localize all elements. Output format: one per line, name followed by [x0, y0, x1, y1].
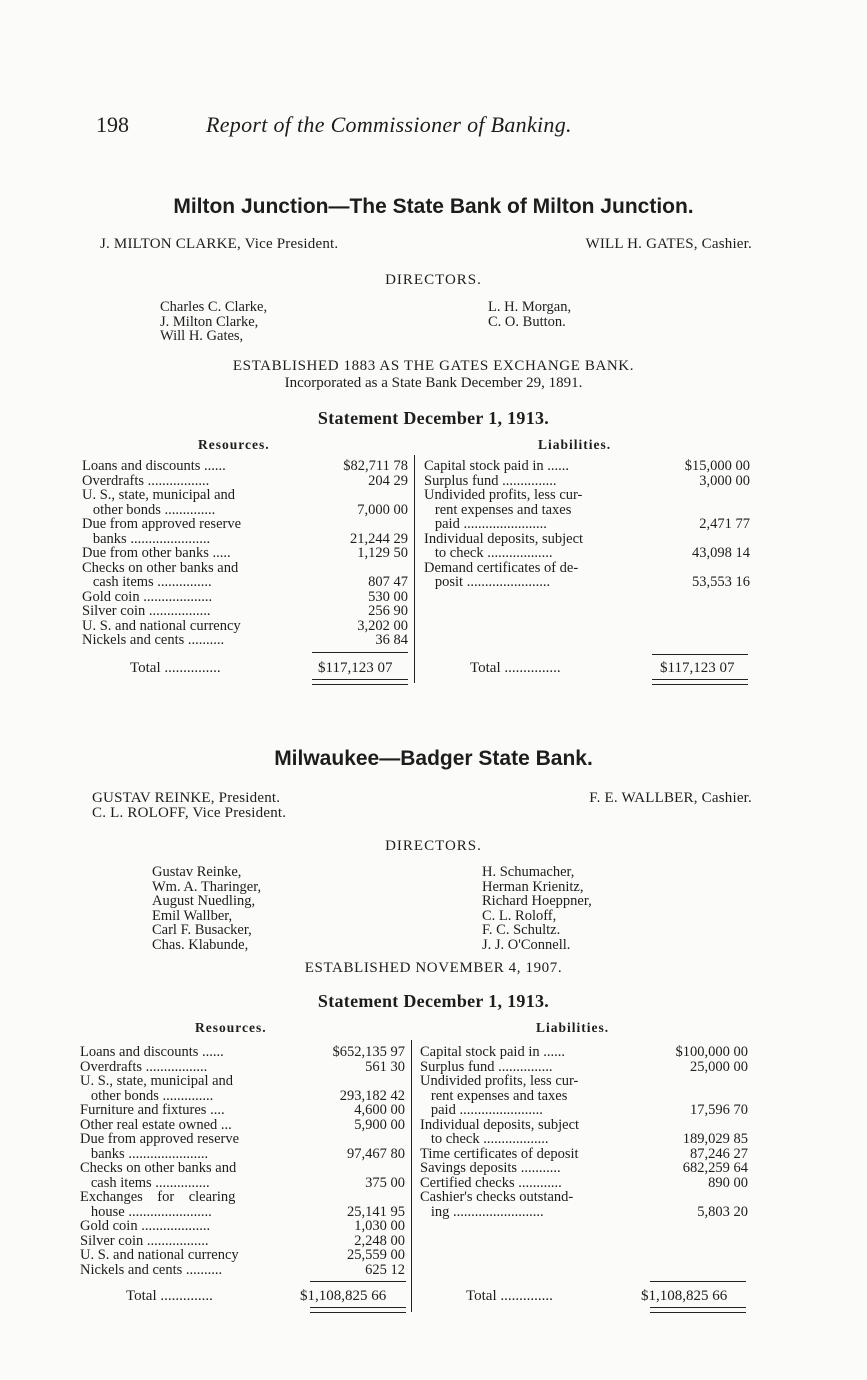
ledger-row	[80, 1147, 405, 1162]
ledger-row-amount: 625 12	[365, 1261, 405, 1278]
ledger-row-label: Cashier's checks outstand-	[420, 1189, 574, 1205]
ledger-row-label: Checks on other banks and	[82, 559, 239, 576]
ledger-row	[80, 1060, 405, 1075]
resources-table	[82, 459, 408, 648]
ledger-row-label: Due from other banks .....	[82, 545, 231, 561]
director-name: H. Schumacher,	[482, 864, 575, 880]
ledger-row	[82, 503, 408, 518]
ledger-row-label: Overdrafts .................	[80, 1058, 208, 1075]
ledger-row	[420, 1103, 748, 1118]
ledger-row	[420, 1089, 748, 1104]
resources-table	[80, 1045, 405, 1277]
ledger-row	[80, 1219, 405, 1234]
director-name: C. O. Button.	[488, 313, 566, 330]
total-liabilities-label: Total ...............	[470, 660, 561, 676]
bank-title-milton-junction: Milton Junction—The State Bank of Milton Junction.	[173, 195, 694, 218]
director-name: J. J. O'Connell.	[482, 936, 571, 953]
ledger-row-label: Silver coin .................	[82, 603, 211, 619]
double-rule	[650, 1307, 746, 1313]
ledger-row-amount: 256 90	[368, 603, 408, 619]
ledger-row-label: ing .........................	[420, 1203, 544, 1220]
ledger-row	[82, 459, 408, 474]
ledger-row	[80, 1190, 405, 1205]
total-liabilities-amount: $117,123 07	[660, 660, 735, 676]
double-rule	[312, 679, 408, 685]
ledger-row	[82, 633, 408, 648]
ledger-row	[80, 1234, 405, 1249]
ledger-row-amount: 1,129 50	[357, 545, 408, 561]
ledger-row-label: Exchanges for clearing	[80, 1189, 236, 1205]
officer-vice-president: J. MILTON CLARKE, Vice President.	[100, 236, 339, 252]
ledger-row-label: Undivided profits, less cur-	[424, 487, 583, 503]
ledger-row-label: Furniture and fixtures ....	[80, 1102, 225, 1118]
total-resources-amount: $117,123 07	[318, 660, 393, 676]
ledger-row	[424, 488, 750, 503]
ledger-row	[82, 575, 408, 590]
running-title: Report of the Commissioner of Banking.	[206, 112, 572, 137]
ledger-row	[420, 1060, 748, 1075]
ledger-row	[80, 1132, 405, 1147]
ledger-row-label: other bonds ..............	[82, 501, 216, 518]
total-liabilities-label: Total ..............	[466, 1288, 553, 1304]
director-name: Gustav Reinke,	[152, 864, 242, 880]
ledger-row-amount: 25,000 00	[690, 1058, 748, 1075]
ledger-row-amount: 97,467 80	[347, 1145, 405, 1162]
ledger-row-label: banks ......................	[82, 530, 211, 547]
director-name: Carl F. Busacker,	[152, 922, 252, 938]
ledger-row	[420, 1190, 748, 1205]
ledger-row	[424, 517, 750, 532]
ledger-row	[420, 1074, 748, 1089]
ledger-row	[424, 532, 750, 547]
director-name: August Nuedling,	[152, 893, 256, 909]
ledger-row-label: U. S. and national currency	[82, 617, 241, 634]
ledger-row	[82, 532, 408, 547]
ledger-row	[80, 1205, 405, 1220]
ledger-row	[82, 604, 408, 619]
ledger-row-amount: 43,098 14	[692, 545, 750, 561]
director-name: Will H. Gates,	[160, 328, 244, 344]
directors-left-column	[152, 865, 261, 952]
ledger-row	[420, 1161, 748, 1176]
ledger-row-amount: 682,259 64	[682, 1160, 748, 1176]
ledger-row-amount: 25,559 00	[347, 1247, 405, 1263]
column-divider	[414, 455, 415, 683]
ledger-row	[420, 1132, 748, 1147]
officer-cashier: WILL H. GATES, Cashier.	[585, 236, 752, 252]
ledger-row-label: to check ..................	[424, 545, 553, 561]
director-name: Herman Krienitz,	[482, 878, 584, 895]
ledger-row-label: other bonds ..............	[80, 1087, 214, 1104]
ledger-row	[420, 1147, 748, 1162]
ledger-row	[424, 546, 750, 561]
director-name: L. H. Morgan,	[488, 299, 572, 315]
double-rule	[652, 679, 748, 685]
column-divider	[411, 1040, 412, 1312]
ledger-row	[82, 619, 408, 634]
ledger-row	[82, 546, 408, 561]
ledger-row-label: Savings deposits ...........	[420, 1160, 561, 1176]
ledger-row-label: Checks on other banks and	[80, 1160, 237, 1176]
sum-rule	[310, 1281, 406, 1282]
ledger-row	[424, 459, 750, 474]
ledger-row-amount: $100,000 00	[675, 1044, 748, 1060]
directors-heading: DIRECTORS.	[385, 272, 482, 288]
bank-title-milwaukee: Milwaukee—Badger State Bank.	[274, 747, 593, 770]
ledger-row-label: paid .......................	[420, 1102, 543, 1118]
ledger-row-label: Certified checks ............	[420, 1174, 562, 1191]
ledger-row-label: Loans and discounts ......	[80, 1044, 224, 1060]
liabilities-heading: Liabilities.	[536, 1020, 610, 1035]
ledger-row-label: rent expenses and taxes	[420, 1087, 568, 1104]
ledger-row	[80, 1045, 405, 1060]
directors-heading: DIRECTORS.	[385, 838, 482, 854]
ledger-row	[80, 1161, 405, 1176]
ledger-row-amount: 293,182 42	[339, 1087, 405, 1104]
ledger-row-label: Nickels and cents ..........	[82, 632, 225, 648]
director-name: Chas. Klabunde,	[152, 936, 249, 953]
ledger-row	[420, 1176, 748, 1191]
ledger-row	[80, 1263, 405, 1278]
ledger-row-amount: 21,244 29	[350, 530, 408, 547]
incorporated-line: Incorporated as a State Bank December 29, 1891.	[284, 375, 583, 391]
ledger-row-amount: 2,471 77	[699, 516, 750, 532]
liabilities-table	[420, 1045, 748, 1219]
ledger-row-amount: 3,000 00	[699, 472, 750, 489]
ledger-row-label: Due from approved reserve	[80, 1131, 240, 1147]
ledger-row	[80, 1074, 405, 1089]
ledger-row-label: Undivided profits, less cur-	[420, 1073, 579, 1089]
ledger-row-label: U. S., state, municipal and	[82, 487, 236, 503]
resources-heading: Resources.	[195, 1020, 267, 1035]
ledger-row	[80, 1248, 405, 1263]
ledger-row-label: Time certificates of deposit	[420, 1145, 579, 1162]
ledger-row-label: Capital stock paid in ......	[424, 458, 569, 474]
ledger-row-label: rent expenses and taxes	[424, 501, 572, 518]
ledger-row-label: Individual deposits, subject	[420, 1116, 580, 1133]
ledger-row-amount: 530 00	[368, 588, 408, 605]
ledger-row-label: Due from approved reserve	[82, 516, 242, 532]
ledger-row-label: Individual deposits, subject	[424, 530, 584, 547]
ledger-row-label: Surplus fund ...............	[424, 472, 557, 489]
ledger-row-amount: 807 47	[368, 574, 408, 590]
ledger-row-label: cash items ...............	[82, 574, 212, 590]
total-liabilities-amount: $1,108,825 66	[641, 1288, 728, 1304]
double-rule	[310, 1307, 406, 1313]
ledger-row-label: Overdrafts .................	[82, 472, 210, 489]
ledger-row	[82, 474, 408, 489]
sum-rule	[312, 652, 408, 653]
ledger-row-label: Loans and discounts ......	[82, 458, 226, 474]
liabilities-heading: Liabilities.	[538, 437, 612, 452]
director-name: Richard Hoeppner,	[482, 893, 592, 909]
ledger-row	[80, 1176, 405, 1191]
ledger-row-label: house .......................	[80, 1203, 212, 1220]
ledger-row	[424, 503, 750, 518]
ledger-row-label: Gold coin ...................	[82, 588, 213, 605]
ledger-row	[80, 1118, 405, 1133]
ledger-row-label: Demand certificates of de-	[424, 559, 579, 576]
officer-cashier: F. E. WALLBER, Cashier.	[589, 790, 752, 806]
ledger-row-label: to check ..................	[420, 1131, 549, 1147]
ledger-row	[420, 1205, 748, 1220]
ledger-row-amount: 17,596 70	[690, 1102, 748, 1118]
ledger-row-amount: $15,000 00	[684, 458, 750, 474]
ledger-row-amount: 3,202 00	[357, 617, 408, 634]
directors-right-column	[482, 865, 592, 952]
ledger-row-amount: 53,553 16	[692, 574, 750, 590]
ledger-row-amount: 7,000 00	[357, 501, 408, 518]
established-line: ESTABLISHED NOVEMBER 4, 1907.	[304, 960, 563, 976]
ledger-row-label: Gold coin ...................	[80, 1218, 211, 1234]
sum-rule	[650, 1281, 746, 1282]
directors-right-column	[488, 300, 571, 329]
ledger-row	[424, 474, 750, 489]
director-name: Wm. A. Tharinger,	[152, 878, 262, 895]
ledger-row-label: Capital stock paid in ......	[420, 1044, 565, 1060]
ledger-row-amount: 375 00	[365, 1174, 405, 1191]
director-name: F. C. Schultz.	[482, 922, 561, 938]
total-resources-label: Total ...............	[130, 660, 221, 676]
ledger-row-amount: $652,135 97	[332, 1044, 405, 1060]
director-name: J. Milton Clarke,	[160, 313, 259, 330]
ledger-row	[80, 1089, 405, 1104]
statement-title: Statement December 1, 1913.	[317, 408, 550, 428]
liabilities-table	[424, 459, 750, 590]
director-name: Charles C. Clarke,	[160, 299, 268, 315]
ledger-row	[424, 561, 750, 576]
ledger-row	[80, 1103, 405, 1118]
ledger-row-label: paid .......................	[424, 516, 547, 532]
ledger-row-amount: 5,803 20	[697, 1203, 748, 1220]
director-name: Emil Wallber,	[152, 907, 233, 924]
officer-president: GUSTAV REINKE, President.	[92, 790, 281, 806]
officer-vice-president: C. L. ROLOFF, Vice President.	[92, 805, 287, 821]
ledger-row-label: U. S. and national currency	[80, 1247, 239, 1263]
directors-left-column	[160, 300, 267, 344]
statement-title: Statement December 1, 1913.	[317, 991, 550, 1011]
ledger-row-amount: 4,600 00	[354, 1102, 405, 1118]
ledger-row	[420, 1118, 748, 1133]
ledger-row-label: posit .......................	[424, 574, 551, 590]
ledger-row	[424, 575, 750, 590]
ledger-row	[82, 561, 408, 576]
resources-heading: Resources.	[198, 437, 270, 452]
total-resources-label: Total ..............	[126, 1288, 213, 1304]
ledger-row-amount: 204 29	[368, 472, 408, 489]
ledger-row-amount: 561 30	[365, 1058, 405, 1075]
ledger-row-label: U. S., state, municipal and	[80, 1073, 234, 1089]
ledger-row-amount: 189,029 85	[682, 1131, 748, 1147]
ledger-row-label: cash items ...............	[80, 1174, 210, 1191]
ledger-row-label: Silver coin .................	[80, 1232, 209, 1249]
ledger-row-label: banks ......................	[80, 1145, 209, 1162]
ledger-row-amount: $82,711 78	[343, 458, 408, 474]
ledger-row-amount: 890 00	[708, 1174, 748, 1191]
ledger-row-label: Nickels and cents ..........	[80, 1261, 223, 1278]
ledger-row	[82, 488, 408, 503]
director-name: C. L. Roloff,	[482, 907, 557, 924]
ledger-row-amount: 36 84	[375, 632, 408, 648]
total-resources-amount: $1,108,825 66	[300, 1288, 387, 1304]
ledger-row-label: Other real estate owned ...	[80, 1116, 232, 1133]
ledger-row-amount: 25,141 95	[347, 1203, 405, 1220]
page-number: 198	[96, 112, 129, 137]
ledger-row-amount: 87,246 27	[690, 1145, 748, 1162]
ledger-row	[420, 1045, 748, 1060]
ledger-row-amount: 1,030 00	[354, 1218, 405, 1234]
ledger-row	[82, 517, 408, 532]
ledger-row-label: Surplus fund ...............	[420, 1058, 553, 1075]
sum-rule	[652, 654, 748, 655]
ledger-row	[82, 590, 408, 605]
ledger-row-amount: 5,900 00	[354, 1116, 405, 1133]
ledger-row-amount: 2,248 00	[354, 1232, 405, 1249]
established-line: ESTABLISHED 1883 AS THE GATES EXCHANGE BANK.	[232, 358, 635, 374]
